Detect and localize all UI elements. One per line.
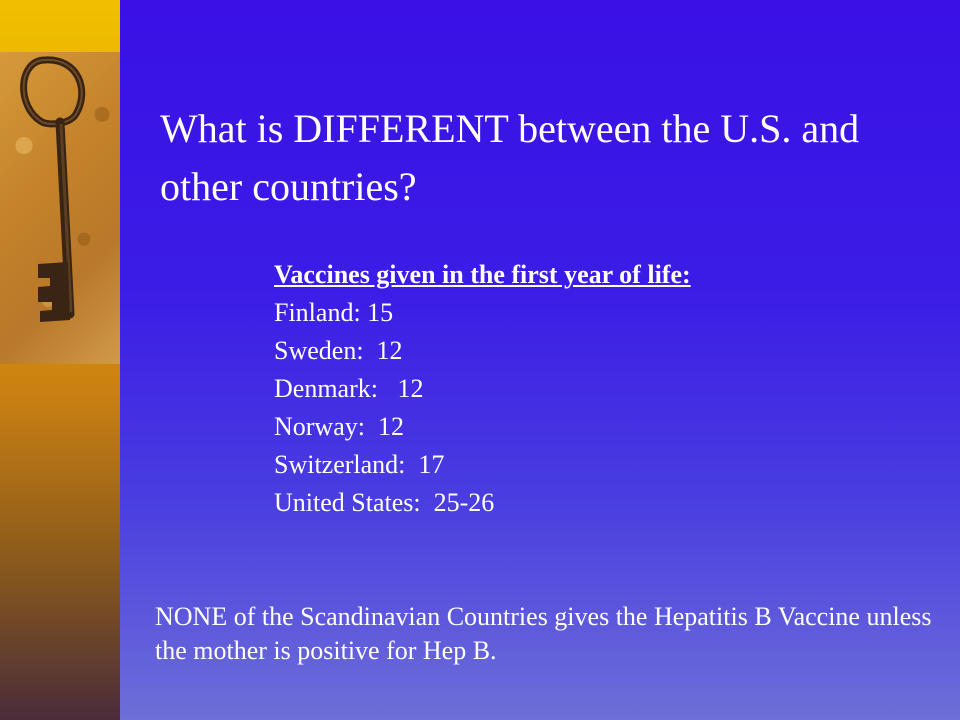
slide-title: What is DIFFERENT between the U.S. and other countries?	[160, 106, 860, 209]
hepatitis-b-note: NONE of the Scandinavian Countries gives the Hepatitis B Vaccine unless the mother is positive for Hep B.	[155, 602, 932, 665]
slide-content	[120, 0, 960, 720]
key-image	[0, 52, 120, 364]
vaccine-list-heading: Vaccines given in the first year of life:	[274, 260, 691, 289]
decorative-sidebar	[0, 0, 120, 720]
list-item: Switzerland: 17	[274, 450, 445, 479]
list-item: Denmark: 12	[274, 374, 424, 403]
vaccine-list-section	[274, 256, 834, 522]
key-icon	[0, 52, 120, 364]
list-item: Norway: 12	[274, 412, 404, 441]
vaccine-country-list	[274, 294, 834, 522]
list-item: United States: 25-26	[274, 488, 495, 517]
list-item: Finland: 15	[274, 298, 394, 327]
list-item: Sweden: 12	[274, 336, 403, 365]
